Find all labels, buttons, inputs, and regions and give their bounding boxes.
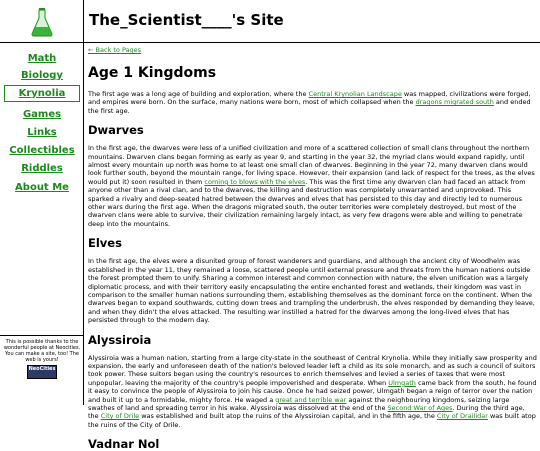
nav-math[interactable]: Math (27, 53, 57, 64)
section-paragraph-dwarves (88, 144, 537, 228)
flask-icon (31, 7, 53, 37)
site-title: The_Scientist____'s Site (89, 11, 284, 29)
nav-riddles[interactable]: Riddles (21, 163, 63, 174)
link-ulmgath[interactable]: Ulmgath (388, 378, 416, 387)
nav-links[interactable]: Links (27, 127, 57, 138)
nav-krynolia[interactable]: Krynolia (4, 85, 80, 102)
section-text: was built atop the ruins of the City of Drile. (88, 412, 536, 429)
section-text: In the first age, the elves were a disunited group of forest wanderers and guardians, and although the ancient city of Woodhelm was established in the year 11, they remained a loose, scattered people until external pressure and threats from the human nations outside the forest prompted them to unify. Sharing a common interest and common connection with nature, the elven unification was a largely diplomatic process, and with their territory easily encapsulating the entire enchanted forest and wetlands, their kingdom was vast in comparison to the smaller human nations surrounding them, establishing themselves as the dominant force on the continent. When the dwarves began to expand southwards, cutting down trees and trampling the underbrush, the elves responded by demanding they leave, and when they didn't the elves attacked. The resulting war instilled a hatred for the dwarves among the long-lived elves that has persisted through to the modern day. (88, 257, 535, 325)
section-heading-elves: Elves (88, 236, 122, 251)
section-paragraph-alyssiroia (88, 354, 537, 430)
link-second-war-of-ages[interactable]: Second War of Ages (387, 403, 453, 412)
section-text: came back from the south, he found it easy to convince the people of Alyssiroia to join his cause. Once he had seized power, Ulmgath began a reign of terror over the nation and built it up to a formidable, mighty force. He waged a (88, 378, 537, 404)
section-text: . During the third age, the (88, 403, 525, 421)
nav-about-me[interactable]: About Me (15, 182, 69, 193)
section-text: In the first age, the dwarves were less of a unified civilization and more of a scattered collection of small clans throughout the northern mountains. Dwarven clans began forming as early as year 9, and starting in the year 32, the myriad clans would expand rapidly, until almost every mountain up north was home to at least one small clan of dwarves. Beginning in the year 72, many dwarven clans would look further south, beyond the mountain range, for living space. However, their expansion (and lack of respect for the trees, as the elves would put it) soon resulted in them (88, 144, 535, 186)
credit-text: This is possible thanks to the wonderful people at Neocities. You can make a site, too! The web is yours! (3, 339, 81, 363)
section-heading-dwarves: Dwarves (88, 123, 144, 138)
main-content (85, 43, 540, 451)
link-central-krynolian-landscape[interactable]: Central Krynolian Landscape (308, 90, 402, 98)
section-heading-vadnar-nol: Vadnar Nol (88, 437, 160, 451)
section-text: was established and built atop the ruins of the Alyssiroian capital, and in the fifth age, the (139, 412, 437, 421)
site-header (0, 0, 540, 43)
page-title: Age 1 Kingdoms (88, 65, 217, 81)
intro-paragraph (88, 90, 537, 115)
section-heading-alyssiroia: Alyssiroia (88, 332, 152, 347)
nav-biology[interactable]: Biology (21, 70, 63, 81)
intro-text: was mapped, civilizations were forged, and empires were born. On the surface, many nations were born, most of which collapsed when the (88, 90, 531, 107)
section-text: . This was the first time any dwarven clan had faced an attack from anyone other than a rival clan, and to the dwarves, the killing and destruction was completely unwarranted and unprovoked. This sparked a rivalry and deep-seated hatred between the dwarves and elves that has persisted to this day and directly led to numerous other wars during the first age. When the dragons migrated south, the outer territories were completely destroyed, but most of the dwarven clans were able to survive, their civilization remaining largely intact, as very few dragons were able and willing to penetrate deep into the mountains. (88, 177, 526, 228)
neocities-badge[interactable]: NeoCities (27, 365, 57, 379)
site-logo[interactable] (0, 0, 84, 43)
link-great-and-terrible-war[interactable]: great and terrible war (275, 395, 347, 404)
hosting-credit (0, 335, 84, 405)
link-coming-to-blows-with-the-elves[interactable]: coming to blows with the elves (204, 177, 306, 186)
intro-text: The first age was a long age of building and exploration, where the (88, 90, 309, 98)
section-text: Alyssiroia was a human nation, starting from a large city-state in the southeast of Central Krynolia. While they initially saw prosperity and expansion, the early and unforeseen death of the nation's beloved leader left a child as its sole monarch, and as such a council of suitors took power. These suitors began using the country's resources to enrich themselves and levied a series of taxes that were most unpopular, leaving the majority of the country's people impoverished and desperate. When (88, 353, 537, 387)
nav-collectibles[interactable]: Collectibles (9, 145, 75, 156)
link-city-of-drile[interactable]: City of Drile (100, 412, 140, 421)
intro-text: and ended the first age. (88, 98, 531, 115)
section-paragraph-elves (88, 257, 537, 324)
link-city-of-drailidar[interactable]: City of Drailidar (436, 412, 488, 421)
nav-games[interactable]: Games (22, 109, 62, 120)
section-text: against the neighbouring kingdoms, seizing large swathes of land and spreading terror in his wake. Alyssiroia was dissolved at the end of the (88, 395, 510, 412)
link-dragons-migrated-south[interactable]: dragons migrated south (415, 98, 494, 107)
back-to-pages-link[interactable]: ← Back to Pages (88, 46, 142, 54)
sidebar-nav (0, 43, 84, 405)
